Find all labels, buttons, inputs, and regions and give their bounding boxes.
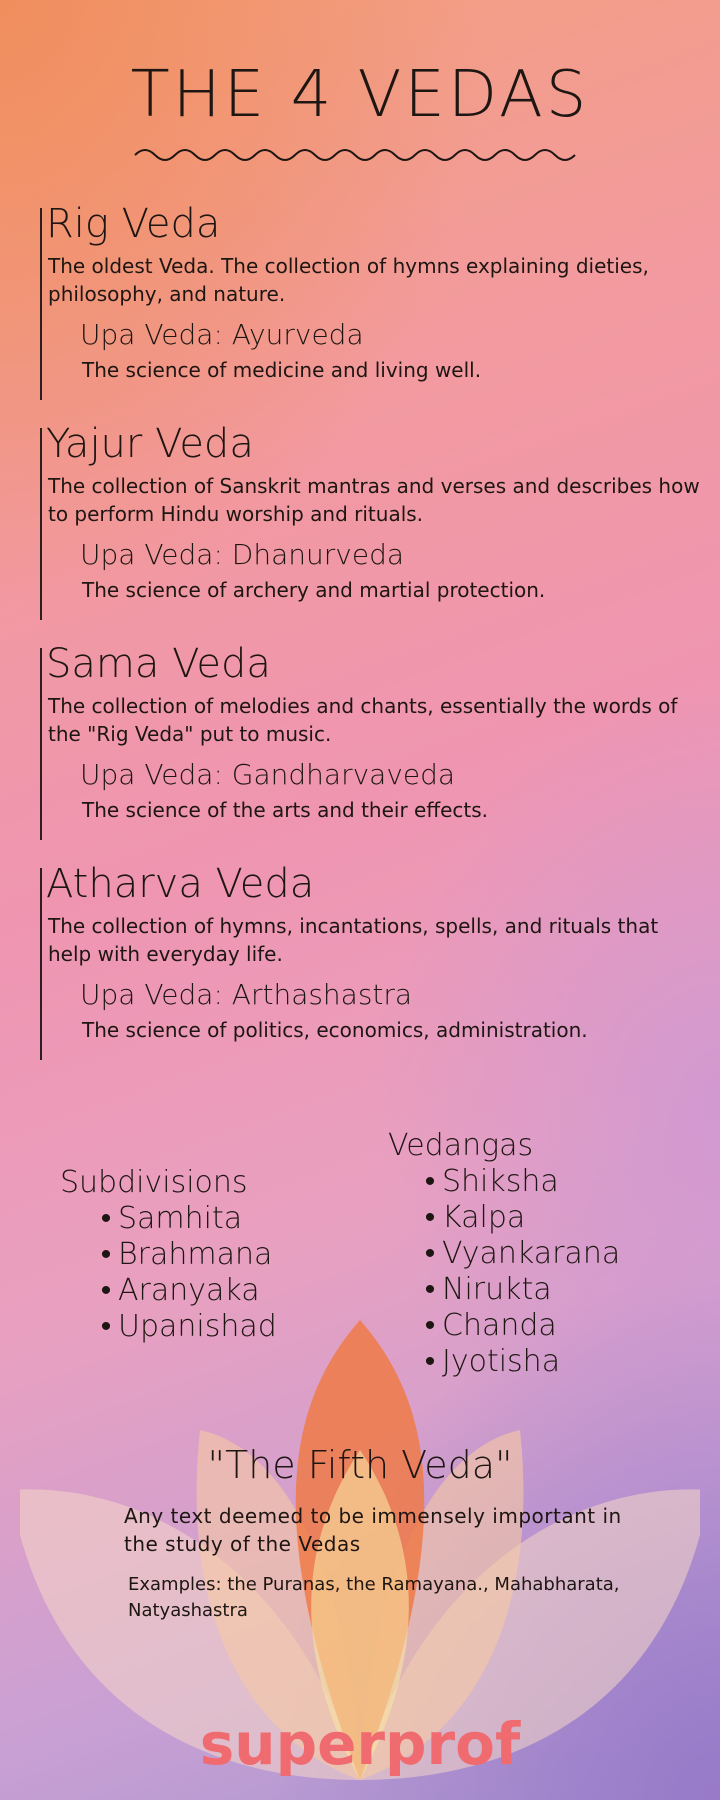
vedangas-heading: Vedangas	[388, 1128, 534, 1163]
veda-description: The collection of Sanskrit mantras and verses and describes how to perform Hindu worship and rituals.	[48, 474, 700, 526]
list-item: • Chanda	[418, 1308, 620, 1344]
upa-veda-label: Upa Veda: Arthashastra	[80, 978, 413, 1011]
upa-veda-label: Upa Veda: Ayurveda	[80, 318, 364, 351]
vedangas-block	[388, 1128, 620, 1380]
list-item: • Nirukta	[418, 1272, 620, 1308]
upa-veda-label: Upa Veda: Dhanurveda	[80, 538, 404, 571]
veda-name: Atharva Veda	[46, 861, 315, 907]
upa-veda-description: The science of politics, economics, administration.	[82, 1018, 588, 1042]
upa-veda-label: Upa Veda: Gandharvaveda	[80, 758, 456, 791]
upa-veda-description: The science of the arts and their effects.	[82, 798, 489, 822]
fifth-veda-examples: Examples: the Puranas, the Ramayana., Mahabharata, Natyashastra	[128, 1574, 620, 1621]
vedangas-list	[388, 1164, 620, 1380]
veda-section-rig	[40, 200, 700, 400]
section-divider-line	[40, 648, 42, 840]
section-divider-line	[40, 208, 42, 400]
subdivisions-list	[60, 1201, 277, 1345]
veda-name: Rig Veda	[46, 201, 221, 247]
veda-section-yajur	[40, 420, 700, 620]
list-item: • Shiksha	[418, 1164, 620, 1200]
fifth-veda-title: "The Fifth Veda"	[207, 1443, 513, 1487]
list-item: • Jyotisha	[418, 1344, 620, 1380]
upa-veda-description: The science of archery and martial protection.	[82, 578, 546, 602]
list-item: • Upanishad	[94, 1309, 277, 1345]
veda-description: The collection of hymns, incantations, spells, and rituals that help with everyday life.	[48, 914, 659, 966]
section-divider-line	[40, 428, 42, 620]
section-divider-line	[40, 868, 42, 1060]
list-item: • Samhita	[94, 1201, 277, 1237]
upa-veda-description: The science of medicine and living well.	[82, 358, 482, 382]
veda-section-sama	[40, 640, 700, 840]
page-title: THE 4 VEDAS	[130, 58, 590, 132]
veda-name: Sama Veda	[46, 641, 271, 687]
fifth-veda-description: Any text deemed to be immensely important in the study of the Vedas	[124, 1504, 622, 1556]
squiggle-divider	[130, 140, 590, 170]
veda-description: The oldest Veda. The collection of hymns explaining dieties, philosophy, and nature.	[48, 254, 649, 306]
brand-logo: superprof	[199, 1710, 521, 1778]
veda-description: The collection of melodies and chants, essentially the words of the "Rig Veda" put to music.	[48, 694, 678, 746]
veda-name: Yajur Veda	[46, 421, 254, 467]
subdivisions-block	[60, 1165, 277, 1345]
veda-section-atharva	[40, 860, 700, 1060]
list-item: • Aranyaka	[94, 1273, 277, 1309]
list-item: • Brahmana	[94, 1237, 277, 1273]
list-item: • Kalpa	[418, 1200, 620, 1236]
list-item: • Vyankarana	[418, 1236, 620, 1272]
subdivisions-heading: Subdivisions	[60, 1165, 248, 1200]
